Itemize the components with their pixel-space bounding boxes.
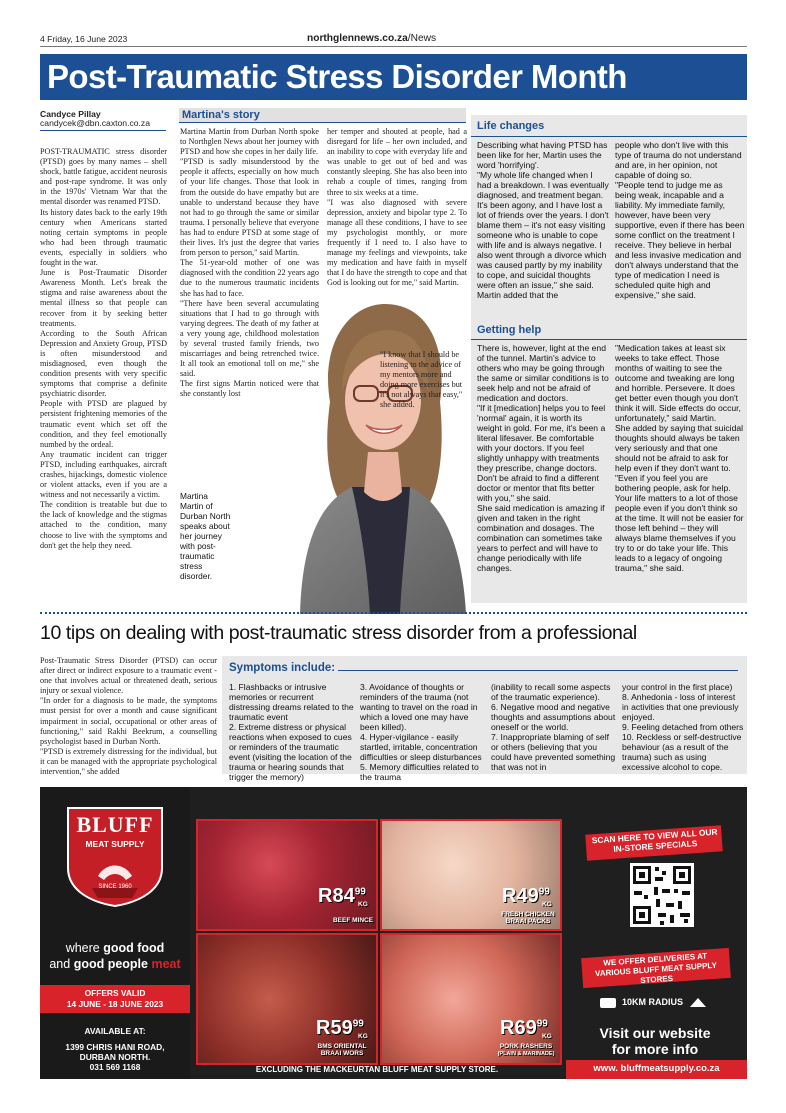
visit-line-2: for more info [611, 1041, 699, 1057]
getting-help-rule [471, 339, 747, 340]
available-label: AVAILABLE AT: [84, 1026, 146, 1036]
delivery-truck-icon [600, 998, 616, 1008]
price-pork-rashers-cents: 99 [536, 1018, 548, 1030]
martina-title-rule [179, 122, 466, 123]
offers-label: OFFERS VALID [84, 988, 146, 998]
radius-text: 10KM RADIUS [622, 997, 684, 1007]
byline-rule [40, 130, 166, 131]
getting-help-column-2: "Medication takes at least six weeks to take effect. Those months of waiting to see the outcome and tweaking are long and horrible. Persevere. It does get better even though you don't think it will. Side effects do occur, unfortunately," said Martin. She added by saying that suicidal thoughts should always be taken very seriously and that one should not be afraid to ask for help even if they don't want to. "Even if you feel you are bothering people, ask for help. Your life matters to a lot of those people even if you don't think so at the time. It will not be easier for those left behind – they will always blame themselves if you try to or do take your life. This leads to a legacy of ongoing trauma," she said. [615, 343, 744, 573]
martina-title: Martina's story [182, 109, 260, 121]
brand-name: BLUFF [76, 812, 154, 837]
price-boerewors-cents: 99 [352, 1018, 364, 1030]
product-name-pork-rashers-sub: (PLAIN & MARINADE) [497, 1051, 555, 1057]
byline-name: Candyce Pillay [40, 109, 101, 119]
product-tile-pork-rashers [380, 933, 562, 1065]
price-pork-rashers [500, 1017, 548, 1040]
visit-line-1: Visit our website [599, 1025, 711, 1041]
slogan-1a: where [65, 941, 104, 955]
phone-number[interactable]: 031 569 1168 [89, 1062, 141, 1072]
section-name: /News [407, 33, 437, 44]
product-tile-beef-mince [196, 819, 378, 931]
masthead [307, 33, 436, 44]
product-name-chicken: FRESH CHICKEN BRAAI PACKS [501, 911, 555, 925]
symptoms-column-1: 1. Flashbacks or intrusive memories or recurrent distressing dreams related to the traumatic event 2. Extreme distress or physical reactions when exposed to cues or reminders of the traumatic event (visiting the location of the trauma or hearing sounds that trigger the memory) [229, 682, 354, 782]
getting-help-title: Getting help [477, 324, 542, 336]
section-divider [40, 612, 747, 614]
slogan-1b: good food [103, 941, 165, 955]
tips-intro: Post-Traumatic Stress Disorder (PTSD) can occur after direct or indirect exposure to a traumatic event - one that involves actual or threatened death, serious injury or sexual violence. "In order for a diagnosis to be made, the symptoms must persist for over a month and cause significant impairment in social, occupational or other areas of functioning," said Rakhi Beekrum, a counselling psychologist based in Durban North. "PTSD is extremely distressing for the individual, but it can be managed with the appropriate psychological intervention," she added [40, 656, 217, 777]
exclusion-note: EXCLUDING THE MACKEURTAN BLUFF MEAT SUPPLY STORE. [255, 1065, 499, 1074]
site-name: northglennews.co.za [307, 33, 408, 44]
getting-help-column-1: There is, however, light at the end of the tunnel. Martin's advice to others who may be going through the same or similar conditions is to seek help and not be afraid of medication and doctors. "If it [medication] helps you to feel 'normal' again, it is worth its weight in gold. For me, it's been a literal lifesaver. Be comfortable with your doctors. If you feel slightly unhappy with treatments they prescribe, change doctors. Don't be afraid to find a different doctor or mentor that fits better with you," she said. She said medication is amazing if given and taken in the right combination and dosages. The combination can sometimes take years to perfect and will have to change periodically with life changes. [477, 343, 609, 573]
product-name-beef-mince: BEEF MINCE [332, 917, 374, 924]
delivery-text: WE OFFER DELIVERIES AT VARIOUS BLUFF MEAT SUPPLY STORES [594, 951, 718, 986]
byline-email: candycek@dbn.caxton.co.za [40, 118, 151, 128]
website-link[interactable]: www. bluffmeatsupply.co.za [593, 1063, 720, 1074]
life-changes-column-1: Describing what having PTSD has been like for her, Martin uses the word 'horrifying'. "My whole life changed when I had a breakdown. I was eventually diagnosed, and treatment began. It's been agony, and I have lost a lot of friends over the years. I don't blame them – it's not easy visiting someone who is unable to cope with life and is always negative. I also went through a divorce which was caused partly by my inability to cope, and suicidal thoughts were often an issue," she said. Martin added that the [477, 140, 609, 300]
article-intro-column: POST-TRAUMATIC stress disorder (PTSD) goes by many names – shell shock, battle fatigue, accident neurosis and post-rape syndrome. It was only in the 1970s' Vietnam War that the mental disorder was renamed PTSD. Its history dates back to the early 19th century when Americans started noting certain symptoms in people who had been through traumatic events, especially in soldiers who fought in the war. June is Post-Traumatic Disorder Awareness Month. Let's break the stigma and raise awareness about the mental illness so that people can recover from it by seeking better treatments. According to the South African Depression and Anxiety Group, PTSD is often misunderstood and misdiagnosed, even though the condition presents with very specific symptoms that comprise a definite psychiatric disorder. People with PTSD are plagued by persistent frightening memories of the traumatic event which set off the condition, and they feel emotionally numbed by the ordeal. Any traumatic incident can trigger PTSD, including earthquakes, aircraft crashes, hijackings, domestic violence or violent attacks, even if you are a witness and not necessarily a victim. The condition is treatable but due to the lack of knowledge and the stigmas attached to the condition, many choose to live with the symptoms and don't get the help they need. [40, 147, 167, 550]
martina-column-1: Martina Martin from Durban North spoke to Northglen News about her journey with PTSD and how she copes in her daily life. "PTSD is sadly misunderstood by the people it affects, especially on how much of your life changes. Those that look in from the outside do have empathy but are unable to understand because they have not had to go through the same or similar trauma. I personally believe that everyone has had to endure PTSD at some stage of their lives. It's just the degree that varies from person to person," said Martin. The 51-year-old mother of one was diagnosed with the condition 22 years ago due to the numerous traumatic incidents she has had to face. "There have been several accumulating situations that I had to go through with varying degrees. The death of my father at a very young age, childhood molestation by several trusted family friends, two miscarriages and being retrenched twice. It all took an emotional toll on me," she said. The first signs Martin noticed were that she constantly lost [180, 127, 319, 399]
price-chicken-rand: R49 [502, 885, 539, 907]
price-boerewors [316, 1017, 364, 1040]
address-2: DURBAN NORTH. [79, 1052, 151, 1062]
product-tile-chicken [380, 819, 562, 931]
scan-text: SCAN HERE TO VIEW ALL OUR IN-STORE SPECIALS [591, 826, 718, 854]
page-label: 4 Friday, 16 June 2023 [40, 34, 128, 44]
unit-chicken: KG [542, 901, 552, 908]
life-changes-column-2: people who don't live with this type of trauma do not understand and are, in her opinion, not capable of doing so. "People tend to judge me as being weak, incapable and a liability. My immediate family, however, have been very supportive, even if there has been some conflict on the treatment I receive. They believe in herbal and less invasive medication and don't always understand that the type of medication I need is scheduled quite high and expensive," she said. [615, 140, 745, 300]
life-changes-rule [471, 136, 747, 137]
symptoms-column-2: 3. Avoidance of thoughts or reminders of the trauma (not wanting to travel on the road in which a loved one may have been killed). 4. Hyper-vigilance - easily startled, irritable, concentration difficulties or sleep disturbances 5. Memory difficulties related to the trauma [360, 682, 482, 782]
slogan-2a: and [49, 957, 74, 971]
house-icon [690, 998, 706, 1007]
product-name-boerewors: BMS ORIENTAL BRAAI WORS [317, 1043, 367, 1057]
photo-caption: Martina Martin of Durban North speaks about her journey with post-traumatic stress disorder. [180, 491, 231, 581]
price-beef-mince-rand: R84 [318, 885, 355, 907]
ad-slogan [44, 940, 186, 972]
symptoms-title: Symptoms include: [229, 662, 336, 674]
tips-headline: 10 tips on dealing with post-traumatic stress disorder from a professional [40, 622, 637, 644]
qr-code[interactable] [630, 863, 694, 927]
symptoms-column-4: your control in the first place) 8. Anhedonia - loss of interest in activities that one previously enjoyed. 9. Feeling detached from others 10. Reckless or self-destructive behaviour (as a result of the trauma) such as using excessive alcohol to cope. [622, 682, 744, 772]
slogan-2b: good people [73, 957, 152, 971]
price-beef-mince-cents: 99 [354, 886, 366, 898]
unit-pork-rashers: KG [542, 1033, 552, 1040]
header-rule [40, 46, 747, 47]
price-boerewors-rand: R59 [316, 1017, 353, 1039]
symptoms-column-3: (inability to recall some aspects of the traumatic experience). 6. Negative mood and negative thoughts and assumptions about oneself or the world. 7. Inappropriate blaming of self or others (believing that you could have prevented something that was not in [491, 682, 616, 772]
price-pork-rashers-rand: R69 [500, 1017, 537, 1039]
address-1: 1399 CHRIS HANI ROAD, [65, 1042, 165, 1052]
brand-sub: MEAT SUPPLY [85, 839, 145, 849]
offers-dates: 14 JUNE - 18 JUNE 2023 [66, 999, 164, 1009]
headline: Post-Traumatic Stress Disorder Month [47, 58, 627, 95]
product-name-pork-rashers: PORK RASHERS [499, 1043, 553, 1050]
life-changes-title: Life changes [477, 120, 545, 132]
martina-column-2b: "I know that I should be listening to the advice of my mentors more and doing more exercises but it's not always that easy," she added. [380, 350, 463, 410]
price-chicken-cents: 99 [538, 886, 550, 898]
bluff-logo-text [62, 812, 168, 849]
radius-row [600, 997, 720, 1008]
slogan-2c: meat [151, 957, 181, 971]
unit-beef-mince: KG [358, 901, 368, 908]
brand-since: SINCE 1960 [98, 884, 132, 890]
unit-boerewors: KG [358, 1033, 368, 1040]
product-tile-boerewors [196, 933, 378, 1065]
symptoms-rule [338, 670, 738, 671]
martina-column-2: her temper and shouted at people, had a disregard for life – her own included, and an inability to cope with everyday life and was unable to get out of bed and was constantly sleeping. She has also been into rehab a couple of times, ranging from three to six weeks at a time. "I was also diagnosed with severe depression, anxiety and bipolar type 2. To manage all these conditions, I have to see my psychologist monthly, or more frequently if I need to. I also have to manage my feelings and viewpoints, take my medication and have faith in myself that I do have the strength to cope and that God is looking out for me," said Martin. [327, 127, 467, 288]
